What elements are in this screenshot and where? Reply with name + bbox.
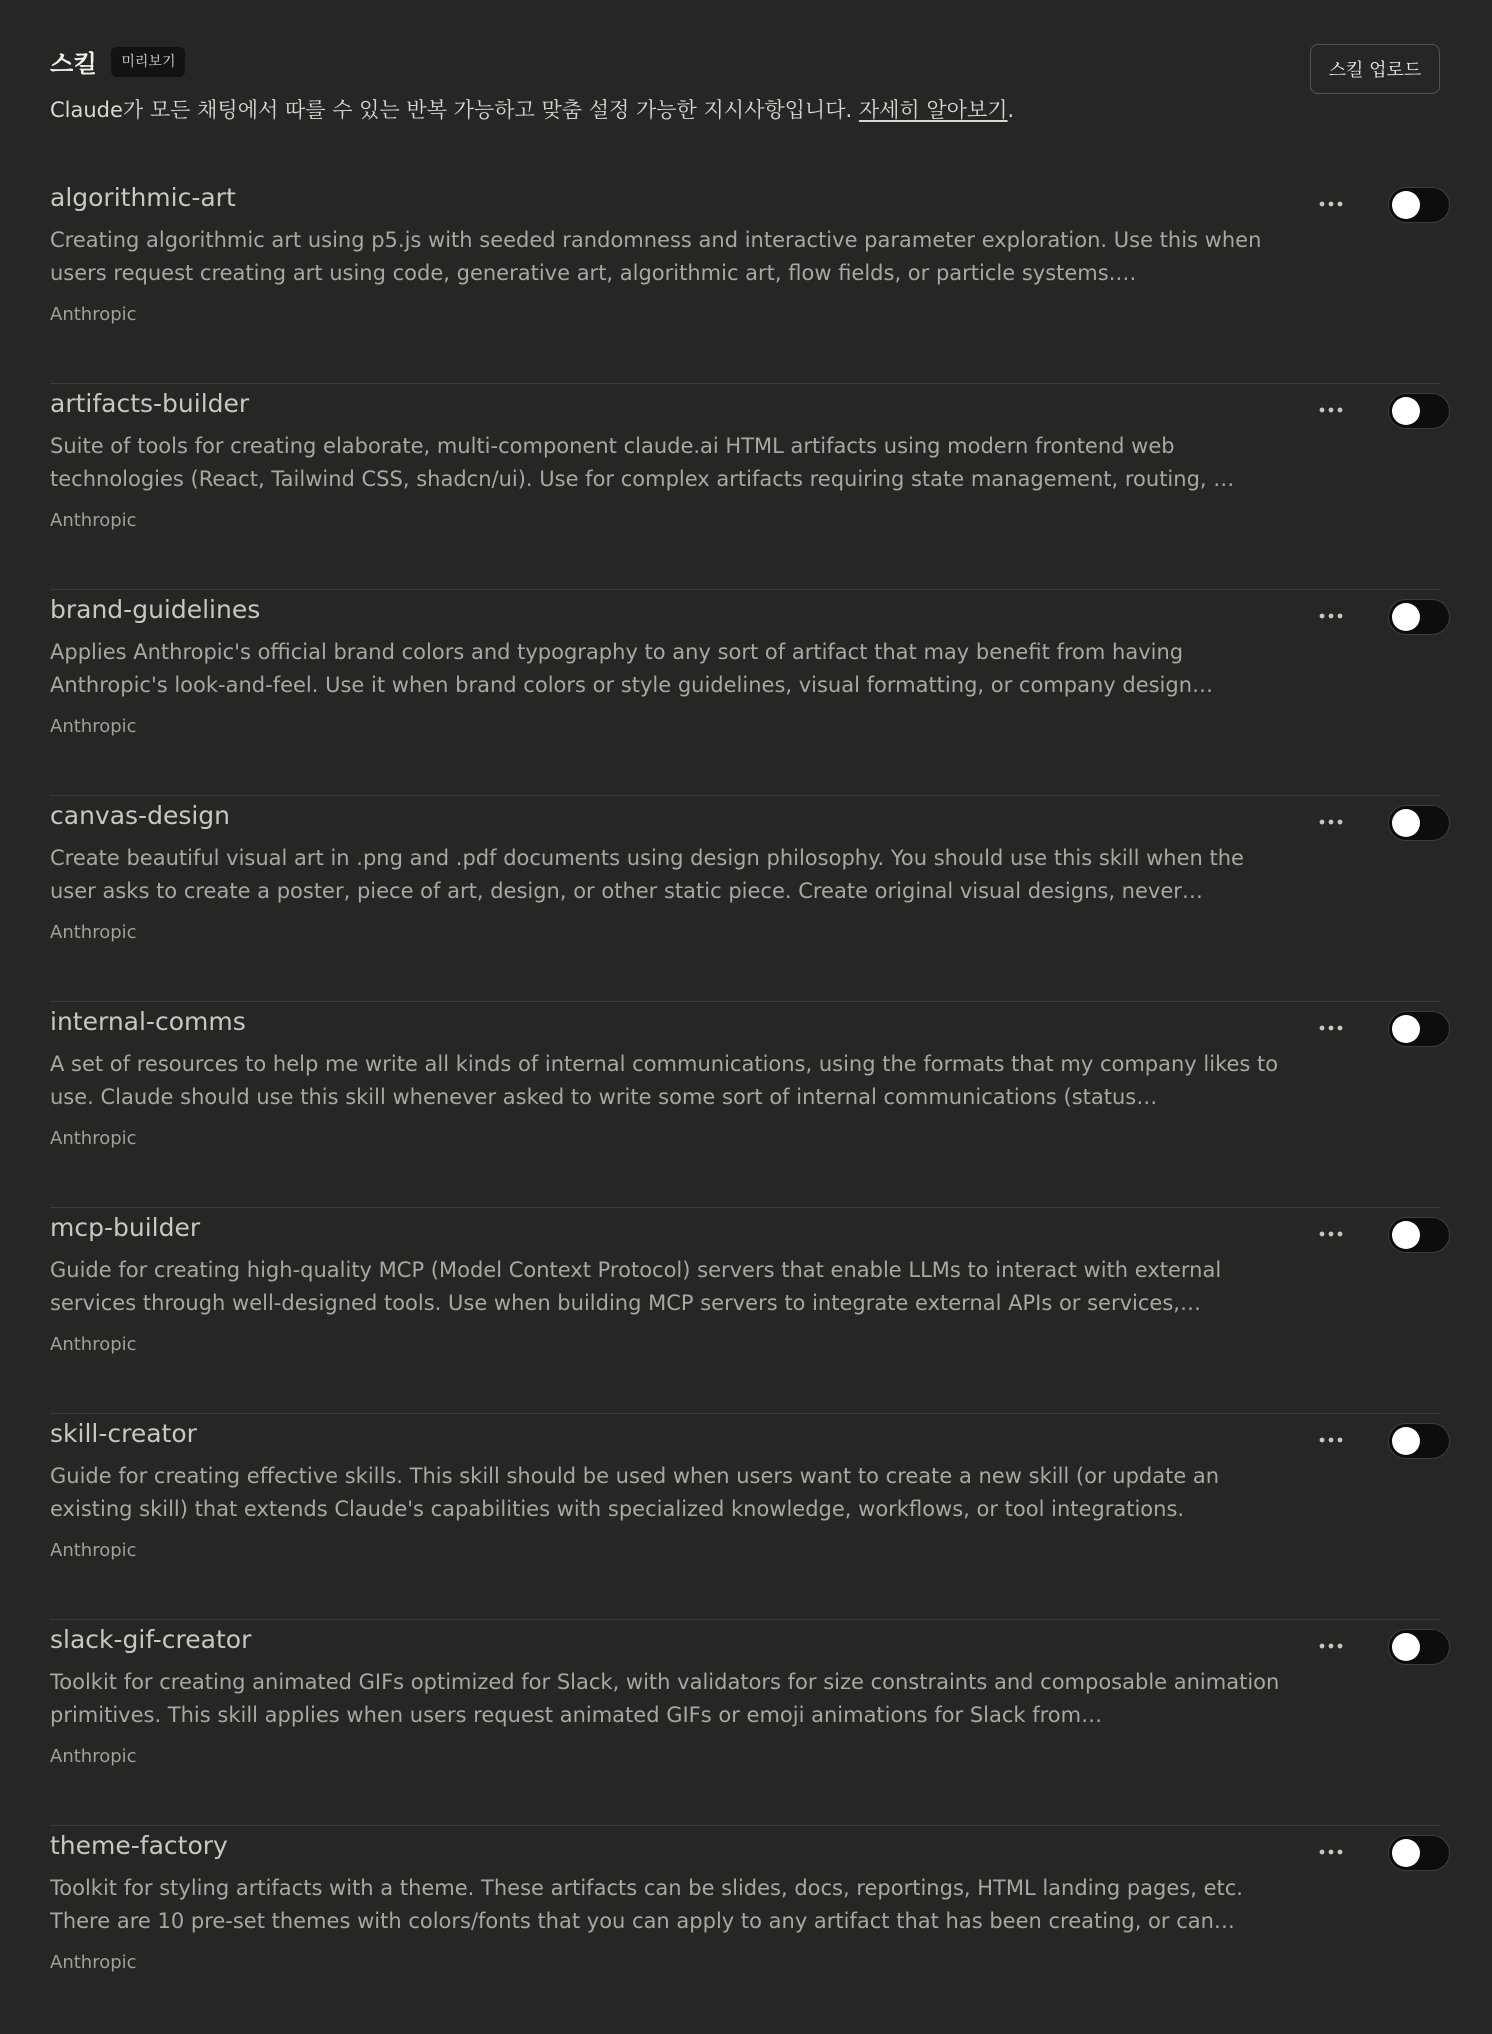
toggle-knob (1392, 1427, 1420, 1455)
title-row (50, 44, 185, 79)
toggle-knob (1392, 603, 1420, 631)
more-options-button[interactable] (1318, 397, 1344, 423)
more-options-button[interactable] (1318, 1427, 1344, 1453)
skill-author: Anthropic (50, 716, 137, 737)
learn-more-link[interactable]: 자세히 알아보기 (858, 98, 1008, 122)
toggle-knob (1392, 1015, 1420, 1043)
skill-description: Creating algorithmic art using p5.js with seeded randomness and interactive parameter exploration. Use this when users request creating art using code, generative art, algorithmic art, flow fields, or particle systems.… (50, 228, 1262, 285)
skill-item-skill-creator (50, 1414, 1440, 1620)
more-options-button[interactable] (1318, 1221, 1344, 1247)
skill-toggle-artifacts-builder[interactable] (1388, 393, 1450, 429)
skill-item-slack-gif-creator (50, 1620, 1440, 1826)
skill-author: Anthropic (50, 1540, 137, 1561)
skills-page (50, 0, 1440, 1973)
more-options-button[interactable] (1318, 1015, 1344, 1041)
page-title: 스킬 (50, 50, 98, 78)
skill-author: Anthropic (50, 1334, 137, 1355)
more-options-button[interactable] (1318, 603, 1344, 629)
page-subtitle (50, 94, 1014, 124)
skill-item-artifacts-builder (50, 384, 1440, 590)
skill-list (50, 178, 1440, 2032)
skill-name: brand-guidelines (50, 595, 261, 624)
skill-toggle-theme-factory[interactable] (1388, 1835, 1450, 1871)
toggle-knob (1392, 809, 1420, 837)
more-horizontal-icon (1319, 819, 1343, 825)
toggle-knob (1392, 1633, 1420, 1661)
skill-author: Anthropic (50, 510, 137, 531)
skill-item-theme-factory (50, 1826, 1440, 2032)
skill-description: Applies Anthropic's official brand colors and typography to any sort of artifact that may benefit from having Anthropic's look-and-feel. Use it when brand colors or style guidelines, visual formatting, or company design… (50, 640, 1214, 697)
skill-toggle-internal-comms[interactable] (1388, 1011, 1450, 1047)
skill-name: slack-gif-creator (50, 1625, 252, 1654)
skill-author: Anthropic (50, 1128, 137, 1149)
skill-item-mcp-builder (50, 1208, 1440, 1414)
toggle-knob (1392, 1839, 1420, 1867)
skill-toggle-slack-gif-creator[interactable] (1388, 1629, 1450, 1665)
more-options-button[interactable] (1318, 1839, 1344, 1865)
skill-name: skill-creator (50, 1419, 197, 1448)
more-horizontal-icon (1319, 1231, 1343, 1237)
more-options-button[interactable] (1318, 809, 1344, 835)
skill-description: Suite of tools for creating elaborate, multi-component claude.ai HTML artifacts using modern frontend web technologies (React, Tailwind CSS, shadcn/ui). Use for complex artifacts requiring state management, routing, … (50, 434, 1235, 491)
more-horizontal-icon (1319, 1025, 1343, 1031)
skill-name: theme-factory (50, 1831, 228, 1860)
skill-toggle-brand-guidelines[interactable] (1388, 599, 1450, 635)
skill-author: Anthropic (50, 1952, 137, 1973)
more-horizontal-icon (1319, 201, 1343, 207)
more-options-button[interactable] (1318, 1633, 1344, 1659)
skill-item-brand-guidelines (50, 590, 1440, 796)
skill-toggle-algorithmic-art[interactable] (1388, 187, 1450, 223)
skills-header (50, 0, 1440, 160)
skill-name: artifacts-builder (50, 389, 250, 418)
more-horizontal-icon (1319, 1849, 1343, 1855)
more-options-button[interactable] (1318, 191, 1344, 217)
more-horizontal-icon (1319, 407, 1343, 413)
skill-description: Guide for creating high-quality MCP (Model Context Protocol) servers that enable LLMs to interact with external services through well-designed tools. Use when building MCP servers to integrate external APIs or services,… (50, 1258, 1222, 1315)
upload-skill-button[interactable]: 스킬 업로드 (1310, 44, 1440, 94)
more-horizontal-icon (1319, 1437, 1343, 1443)
toggle-knob (1392, 397, 1420, 425)
skill-toggle-canvas-design[interactable] (1388, 805, 1450, 841)
skill-author: Anthropic (50, 304, 137, 325)
skill-author: Anthropic (50, 922, 137, 943)
preview-badge: 미리보기 (111, 47, 185, 77)
skill-description: Toolkit for styling artifacts with a theme. These artifacts can be slides, docs, reportings, HTML landing pages, etc. There are 10 pre-set themes with colors/fonts that you can apply to any artifact that has been creating, or can… (50, 1876, 1243, 1933)
subtitle-end: . (1007, 98, 1015, 122)
skill-name: algorithmic-art (50, 183, 236, 212)
skill-name: internal-comms (50, 1007, 246, 1036)
skill-item-canvas-design (50, 796, 1440, 1002)
toggle-knob (1392, 191, 1420, 219)
skill-description: A set of resources to help me write all kinds of internal communications, using the formats that my company likes to use. Claude should use this skill whenever asked to write some sort of internal communications (status… (50, 1052, 1279, 1109)
more-horizontal-icon (1319, 1643, 1343, 1649)
skill-toggle-skill-creator[interactable] (1388, 1423, 1450, 1459)
more-horizontal-icon (1319, 613, 1343, 619)
skill-item-algorithmic-art (50, 178, 1440, 384)
skill-name: canvas-design (50, 801, 231, 830)
skill-toggle-mcp-builder[interactable] (1388, 1217, 1450, 1253)
skill-name: mcp-builder (50, 1213, 201, 1242)
toggle-knob (1392, 1221, 1420, 1249)
skill-item-internal-comms (50, 1002, 1440, 1208)
skill-description: Toolkit for creating animated GIFs optimized for Slack, with validators for size constraints and composable animation primitives. This skill applies when users request animated GIFs or emoji animations for Slack from… (50, 1670, 1280, 1727)
skill-author: Anthropic (50, 1746, 137, 1767)
subtitle-text: Claude가 모든 채팅에서 따를 수 있는 반복 가능하고 맞춤 설정 가능한 지시사항입니다. (50, 98, 859, 122)
skill-description: Create beautiful visual art in .png and .pdf documents using design philosophy. You should use this skill when the user asks to create a poster, piece of art, design, or other static piece. Create original visual designs, never… (50, 846, 1244, 903)
skill-description: Guide for creating effective skills. This skill should be used when users want to create a new skill (or update an existing skill) that extends Claude's capabilities with specialized knowledge, workflows, or tool integrations. (50, 1464, 1220, 1521)
